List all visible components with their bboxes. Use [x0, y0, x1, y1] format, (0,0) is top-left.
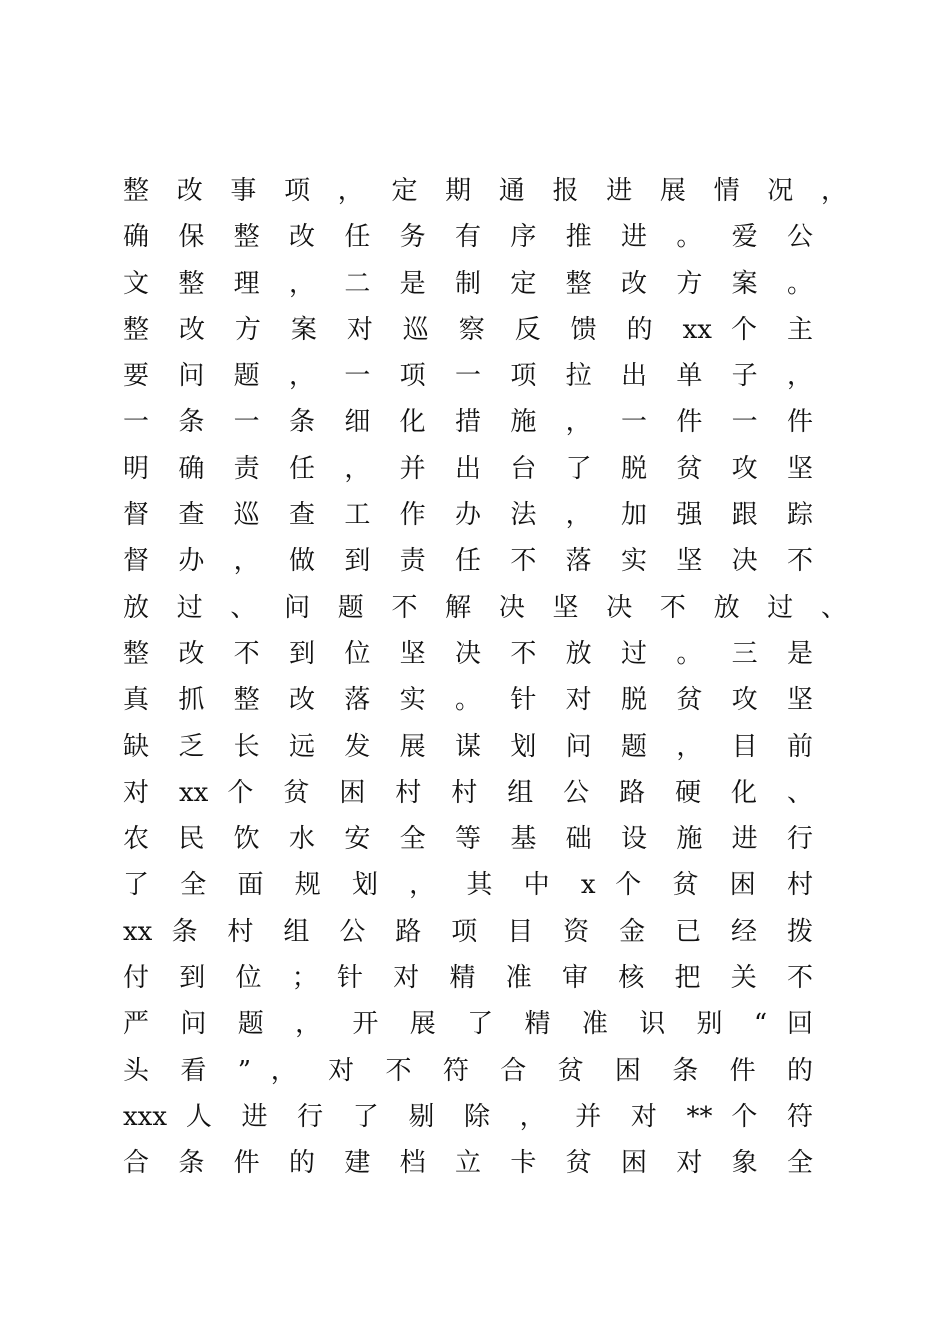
text-line-1: 整 改 事 项 ， 定 期 通 报 进 展 情 况 ， [123, 176, 847, 206]
text-line-12: 真 抓 整 改 落 实 。 针 对 脱 贫 攻 坚 [123, 685, 813, 716]
text-line-3: 文 整 理 ， 二 是 制 定 整 改 方 案 。 [123, 268, 813, 299]
text-line-7: 明 确 责 任 ， 并 出 台 了 脱 贫 攻 坚 [123, 453, 813, 484]
text-line-11: 整 改 不 到 位 坚 决 不 放 过 。 三 是 [123, 638, 813, 669]
text-line-17: xx 条 村 组 公 路 项 目 资 金 已 经 拨 [123, 916, 813, 947]
text-line-10: 放 过 、 问 题 不 解 决 坚 决 不 放 过 、 [123, 592, 847, 623]
text-line-2: 确 保 整 改 任 务 有 序 推 进 。 爱 公 [123, 222, 813, 253]
text-line-8: 督 查 巡 查 工 作 办 法 ， 加 强 跟 踪 [123, 500, 813, 531]
text-line-5: 要 问 题 ， 一 项 一 项 拉 出 单 子 ， [123, 361, 813, 392]
text-line-19: 严 问 题 ， 开 展 了 精 准 识 别 “ 回 [123, 1009, 813, 1040]
text-line-15: 农 民 饮 水 安 全 等 基 础 设 施 进 行 [123, 824, 813, 855]
text-line-20: 头 看 ” ， 对 不 符 合 贫 困 条 件 的 [123, 1055, 813, 1086]
body-text [123, 168, 863, 1187]
text-line-9: 督 办 ， 做 到 责 任 不 落 实 坚 决 不 [123, 546, 813, 577]
text-line-16: 了 全 面 规 划 ， 其 中 x 个 贫 困 村 [123, 870, 813, 901]
text-line-22: 合 条 件 的 建 档 立 卡 贫 困 对 象 全 [123, 1148, 813, 1179]
text-line-14: 对 xx 个 贫 困 村 村 组 公 路 硬 化 、 [123, 777, 813, 808]
text-line-4: 整 改 方 案 对 巡 察 反 馈 的 xx 个 主 [123, 314, 813, 345]
text-line-18: 付 到 位 ； 针 对 精 准 审 核 把 关 不 [123, 963, 813, 994]
text-line-13: 缺 乏 长 远 发 展 谋 划 问 题 ， 目 前 [123, 731, 813, 762]
text-line-21: xxx 人 进 行 了 剔 除 ， 并 对 ** 个 符 [123, 1101, 813, 1132]
text-line-6: 一 条 一 条 细 化 措 施 ， 一 件 一 件 [123, 407, 813, 438]
